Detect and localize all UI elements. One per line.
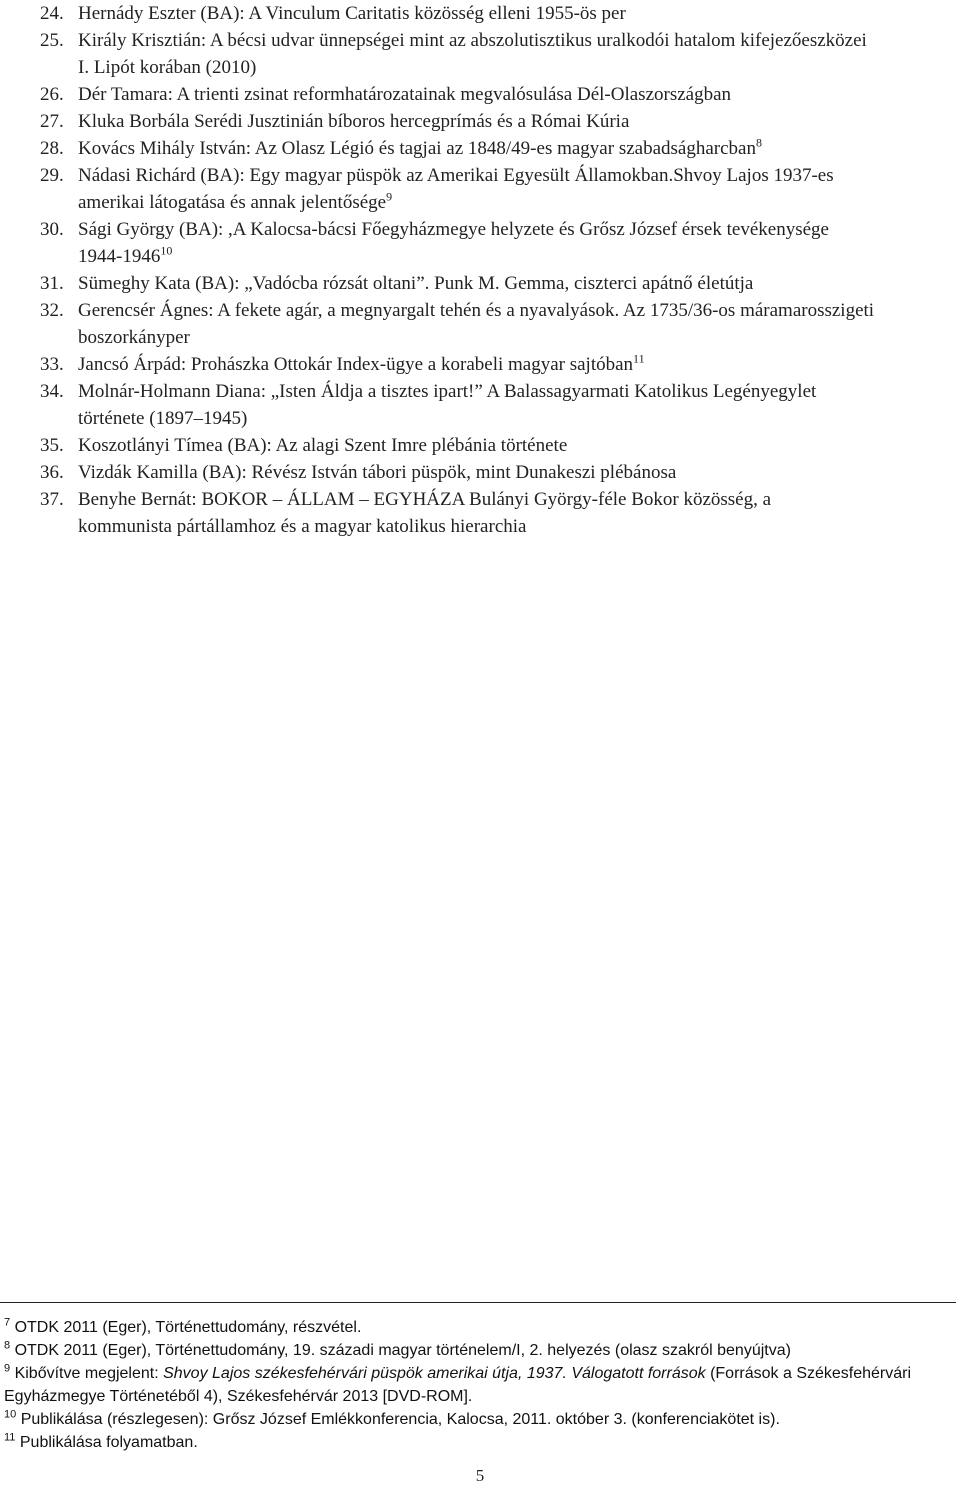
footnote-mark: 10 <box>4 1408 17 1421</box>
item-text-line: Kluka Borbála Serédi Jusztinián bíboros hercegprímás és a Római Kúria <box>78 111 630 132</box>
item-number: 33. <box>40 354 64 375</box>
item-text-line: Hernády Eszter (BA): A Vinculum Caritatis közösség elleni 1955-ös per <box>78 3 626 24</box>
footnote <box>4 1431 954 1454</box>
item-text-line: kommunista pártállamhoz és a magyar katolikus hierarchia <box>78 516 527 537</box>
item-number: 35. <box>40 435 64 456</box>
item-text-line: története (1897–1945) <box>78 408 248 429</box>
item-text-line: Király Krisztián: A bécsi udvar ünnepségei mint az abszolutisztikus uralkodói hatalom kifejezőeszközei <box>78 30 867 51</box>
list-item <box>40 378 960 432</box>
footnote-ref[interactable]: 8 <box>755 135 762 150</box>
footnote-ref[interactable]: 10 <box>160 243 173 258</box>
footnote-mark: 9 <box>4 1362 11 1375</box>
list-item <box>40 27 960 81</box>
footnote-mark: 7 <box>4 1316 11 1329</box>
footnote-text: Publikálása (részlegesen): Grősz József Emlékkonferencia, Kalocsa, 2011. október 3. (konferenciakötet is). <box>20 1411 780 1428</box>
footnote-list <box>4 1316 954 1454</box>
item-text-line: 1944-1946 <box>78 246 161 267</box>
list-item <box>40 108 960 135</box>
item-text-line: Dér Tamara: A trienti zsinat reformhatározatainak megvalósulása Dél-Olaszországban <box>78 84 732 105</box>
list-item <box>40 0 960 27</box>
footnote-ref[interactable]: 11 <box>633 351 645 366</box>
footnote-mark: 8 <box>4 1339 11 1352</box>
thesis-list <box>40 0 960 540</box>
item-number: 36. <box>40 462 64 483</box>
page-number: 5 <box>475 1466 485 1485</box>
item-number: 34. <box>40 381 64 402</box>
item-text-line: amerikai látogatása és annak jelentősége <box>78 192 387 213</box>
item-number: 25. <box>40 30 64 51</box>
list-item <box>40 297 960 351</box>
footnote-italic-title: Shvoy Lajos székesfehérvári püspök amerikai útja, 1937. Válogatott források <box>163 1365 706 1382</box>
list-item <box>40 81 960 108</box>
list-item <box>40 135 960 162</box>
list-item <box>40 432 960 459</box>
item-text-line: I. Lipót korában (2010) <box>78 57 257 78</box>
footnote-text: (Források a Székesfehérvári Egyházmegye Történetéből 4), Székesfehérvár 2013 [DVD-ROM]. <box>4 1365 912 1405</box>
footnote <box>4 1362 954 1408</box>
footnote-text: OTDK 2011 (Eger), Történettudomány, 19. századi magyar történelem/I, 2. helyezés (olasz szakról benyújtva) <box>14 1342 791 1359</box>
item-number: 29. <box>40 165 64 186</box>
item-text-line: Kovács Mihály István: Az Olasz Légió és tagjai az 1848/49-es magyar szabadságharcban <box>78 138 756 159</box>
list-item <box>40 162 960 216</box>
item-text-line: Nádasi Richárd (BA): Egy magyar püspök az Amerikai Egyesült Államokban.Shvoy Lajos 1937-es <box>78 165 834 186</box>
item-number: 32. <box>40 300 64 321</box>
item-number: 37. <box>40 489 64 510</box>
footnote-ref[interactable]: 9 <box>386 189 393 204</box>
footnote-separator <box>0 1302 956 1303</box>
list-item <box>40 459 960 486</box>
item-text-line: Koszotlányi Tímea (BA): Az alagi Szent Imre plébánia története <box>78 435 568 456</box>
item-number: 27. <box>40 111 64 132</box>
item-text-line: Vizdák Kamilla (BA): Révész István tábori püspök, mint Dunakeszi plébánosa <box>78 462 677 483</box>
item-number: 28. <box>40 138 64 159</box>
item-text-line: Benyhe Bernát: BOKOR – ÁLLAM – EGYHÁZA Bulányi György-féle Bokor közösség, a <box>78 489 772 510</box>
footnote-text: Publikálása folyamatban. <box>19 1434 198 1451</box>
item-number: 26. <box>40 84 64 105</box>
item-number: 30. <box>40 219 64 240</box>
item-text-line: Jancsó Árpád: Prohászka Ottokár Index-ügye a korabeli magyar sajtóban <box>78 354 634 375</box>
footnote <box>4 1408 954 1431</box>
item-number: 31. <box>40 273 64 294</box>
list-item <box>40 270 960 297</box>
footnote-mark: 11 <box>4 1431 16 1444</box>
list-item <box>40 216 960 270</box>
footnote <box>4 1339 954 1362</box>
list-item <box>40 486 960 540</box>
list-item <box>40 351 960 378</box>
item-text-line: Sági György (BA): ,A Kalocsa-bácsi Főegyházmegye helyzete és Grősz József érsek tevékenysége <box>78 219 829 240</box>
item-text-line: Sümeghy Kata (BA): „Vadócba rózsát oltani”. Punk M. Gemma, ciszterci apátnő életútja <box>78 273 754 294</box>
item-text-line: Molnár-Holmann Diana: „Isten Áldja a tisztes ipart!” A Balassagyarmati Katolikus Legényegylet <box>78 381 817 402</box>
footnote-text: Kibővítve megjelent: <box>14 1365 164 1382</box>
item-text-line: Gerencsér Ágnes: A fekete agár, a megnyargalt tehén és a nyavalyások. Az 1735/36-os máramarosszigeti <box>78 300 875 321</box>
footnote-text: OTDK 2011 (Eger), Történettudomány, részvétel. <box>14 1319 362 1336</box>
footnote <box>4 1316 954 1339</box>
item-text-line: boszorkányper <box>78 327 190 348</box>
item-number: 24. <box>40 3 64 24</box>
